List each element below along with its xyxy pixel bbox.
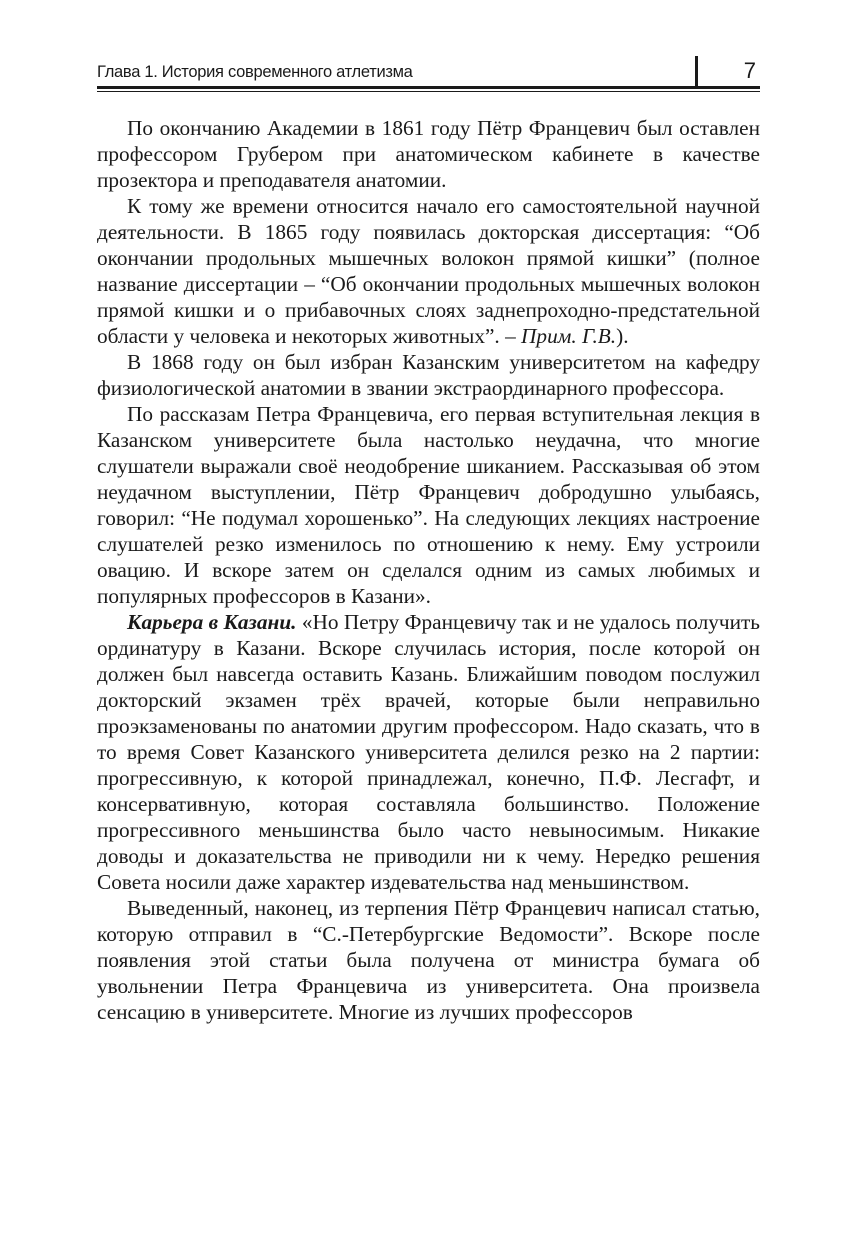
editor-note: Прим. Г.В. (521, 324, 617, 348)
header-vertical-rule (695, 56, 698, 87)
paragraph-2-end: ). (616, 324, 629, 348)
paragraph-2 (97, 193, 760, 349)
header-rule-thick (97, 86, 760, 89)
section-runin-heading: Карьера в Казани. (127, 610, 297, 634)
page-number: 7 (743, 58, 756, 83)
paragraph-3: В 1868 году он был избран Казанским университетом на кафедру физиологической анатомии в звании экстраординарного профессора. (97, 350, 760, 400)
running-head (97, 56, 760, 90)
paragraph-6: Выведенный, наконец, из терпения Пётр Францевич написал статью, которую отправил в “С.-Петербургские Ведомости”. Вскоре после появления этой статьи была получена от министра бумага об увольнении Петра Францевича из университета. Она произвела сенсацию в университете. Многие из лучших профессоров (97, 896, 760, 1024)
paragraph-5-text: «Но Петру Францевичу так и не удалось получить ординатуру в Казани. Вскоре случилась история, после которой он должен был навсегда оставить Казань. Ближайшим поводом послужил докторский экзамен трёх врачей, которые были неправильно проэкзаменованы по анатомии другим профессором. Надо сказать, что в то время Совет Казанского университета делился резко на 2 партии: прогрессивную, к которой принадлежал, конечно, П.Ф. Лесгафт, и консервативную, которая составляла большинство. Положение прогрессивного меньшинства было часто невыносимым. Никакие доводы и доказательства не приводили ни к чему. Нередко решения Совета носили даже характер издевательства над меньшинством. (97, 610, 760, 894)
paragraph-5 (97, 609, 760, 895)
paragraph-4: По рассказам Петра Францевича, его первая вступительная лекция в Казанском университете была настолько неудачна, что многие слушатели выражали своё неодобрение шиканием. Рассказывая об этом неудачном выступлении, Пётр Францевич добродушно улыбаясь, говорил: “Не подумал хорошенько”. На следующих лекциях настроение слушателей резко изменилось по отношению к нему. Ему устроили овацию. И вскоре затем он сделался одним из самых любимых и популярных профессоров в Казани». (97, 402, 760, 608)
body-text (97, 115, 760, 1025)
chapter-title: Глава 1. История современного атлетизма (97, 63, 413, 81)
paragraph-1: По окончанию Академии в 1861 году Пётр Францевич был оставлен профессором Грубером при анатомическом кабинете в качестве прозектора и преподавателя анатомии. (97, 116, 760, 192)
paragraph-2-text: К тому же времени относится начало его самостоятельной научной деятельности. В 1865 году появилась докторская диссертация: “Об окончании продольных мышечных волокон прямой кишки” (полное название диссертации – “Об окончании продольных мышечных волокон прямой кишки и о прибавочных слоях заднепроходно-предстательной области у человека и некоторых животных”. – (97, 194, 760, 348)
header-rule-thin (97, 91, 760, 92)
